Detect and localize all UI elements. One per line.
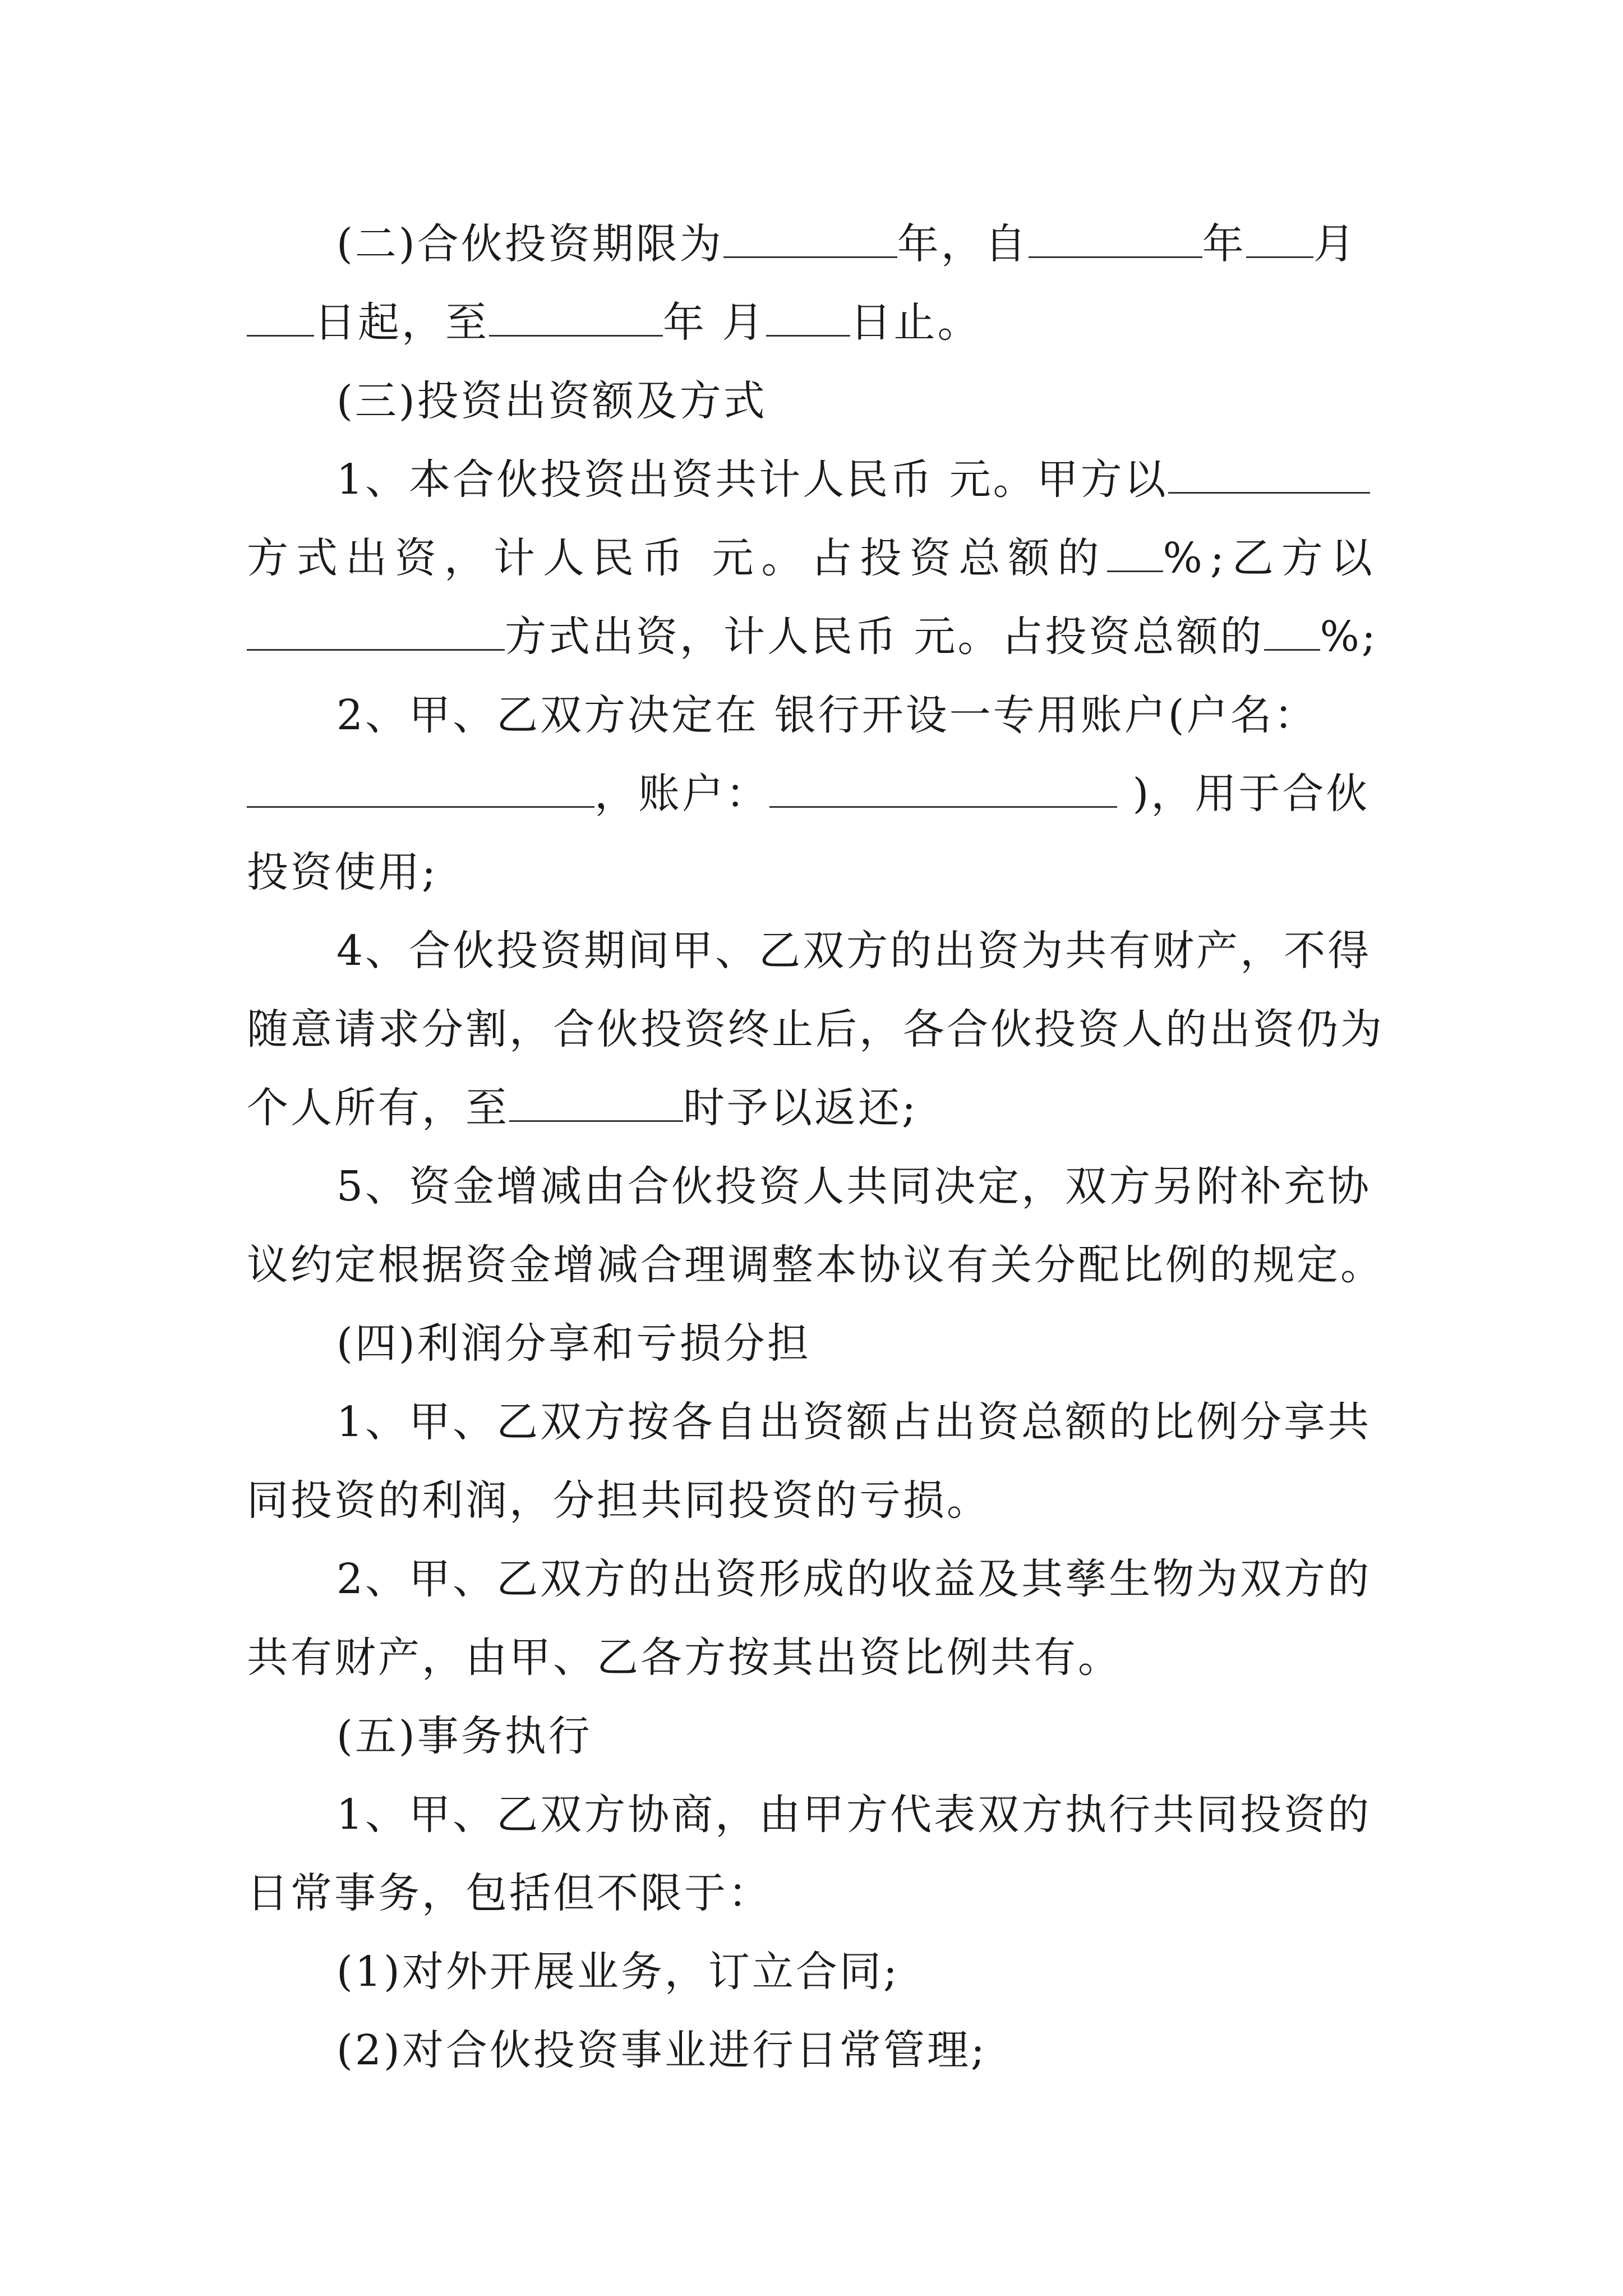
clause-text: 1、甲、乙双方协商，由甲方代表双方执行共同投资的 [336, 1791, 1372, 1839]
blank-party-b-percent [1264, 610, 1320, 651]
clause-2-line-1 [336, 687, 1402, 743]
term-text: (二)合伙投资期限为 [336, 220, 723, 268]
term-line-2 [247, 295, 1402, 351]
clause-text: 随意请求分割，合伙投资终止后，各合伙投资人的出资仍为 [247, 1005, 1384, 1053]
profit-clause-1-line-1 [336, 1394, 1402, 1450]
blank-end-day [766, 296, 850, 337]
list-item-2 [336, 2022, 1402, 2078]
term-text: 日起，至 [314, 298, 489, 347]
list-item-text: (2)对合伙投资事业进行日常管理; [336, 2026, 987, 2074]
clause-1-line-2 [247, 530, 1402, 586]
clause-text: 个人所有，至 [247, 1084, 509, 1132]
clause-2-line-2 [247, 766, 1402, 822]
blank-account-name [247, 767, 594, 808]
affairs-clause-1-line-1 [336, 1787, 1402, 1843]
clause-text: 2、甲、乙双方决定在 银行开设一专用账户(户名： [336, 691, 1318, 739]
profit-clause-1-line-2 [247, 1473, 1402, 1529]
clause-text: 5、资金增减由合伙投资人共同决定，双方另附补充协 [336, 1162, 1372, 1211]
clause-5-line-2 [247, 1237, 1402, 1293]
clause-text: 同投资的利润，分担共同投资的亏损。 [247, 1476, 990, 1525]
profit-clause-2-line-2 [247, 1630, 1402, 1686]
term-text: 年，自 [897, 220, 1029, 268]
term-text: 日止。 [850, 298, 981, 347]
affairs-clause-1-line-2 [247, 1865, 1402, 1921]
blank-party-a-method [1168, 453, 1370, 494]
clause-4-line-1 [336, 923, 1402, 979]
section-3-heading [336, 373, 1402, 429]
blank-start-day [247, 296, 314, 337]
term-text: 月 [1313, 220, 1357, 268]
section-heading-text: (五)事务执行 [336, 1712, 592, 1760]
clause-text: 方式出资，计人民币 元。占投资总额的 [247, 534, 1107, 582]
clause-text: 时予以返还; [683, 1084, 918, 1132]
term-line-1 [336, 216, 1402, 272]
list-item-1 [336, 1944, 1402, 2000]
blank-end-year [489, 296, 663, 337]
clause-text: ，账户： [594, 770, 769, 818]
list-item-text: (1)对外开展业务，订立合同; [336, 1948, 900, 1996]
clause-text: 方式出资，计人民币 元。占投资总额的 [505, 613, 1264, 661]
blank-party-b-method [247, 610, 505, 651]
clause-text: %; [1320, 613, 1378, 661]
clause-2-line-3 [247, 844, 1402, 900]
clause-text: 1、本合伙投资出资共计人民币 元。甲方以 [336, 455, 1168, 504]
clause-text: 日常事务，包括但不限于： [247, 1869, 772, 1917]
clause-text: 议约定根据资金增减合理调整本协议有关分配比例的规定。 [247, 1241, 1384, 1289]
clause-text: )，用于合伙 [1117, 770, 1370, 818]
term-text: 年 月 [663, 298, 766, 347]
clause-1-line-3 [247, 609, 1402, 665]
blank-party-a-percent [1107, 531, 1163, 572]
clause-5-line-1 [336, 1158, 1402, 1214]
clause-1-line-1 [336, 452, 1402, 508]
blank-term-years [723, 217, 897, 258]
section-5-heading [336, 1708, 1402, 1764]
clause-4-line-2 [247, 1001, 1402, 1057]
section-heading-text: (四)利润分享和亏损分担 [336, 1319, 811, 1368]
section-4-heading [336, 1315, 1402, 1372]
term-text: 年 [1202, 220, 1246, 268]
blank-return-time [509, 1081, 683, 1122]
clause-text: 共有财产，由甲、乙各方按其出资比例共有。 [247, 1634, 1122, 1682]
clause-text: 投资使用; [247, 848, 438, 896]
blank-start-year [1029, 217, 1202, 258]
clause-4-line-3 [247, 1080, 1402, 1136]
blank-account-number [769, 767, 1117, 808]
section-heading-text: (三)投资出资额及方式 [336, 377, 767, 425]
blank-start-month [1246, 217, 1313, 258]
clause-text: %;乙方以 [1163, 534, 1380, 582]
clause-text: 4、合伙投资期间甲、乙双方的出资为共有财产，不得 [336, 927, 1372, 975]
clause-text: 2、甲、乙双方的出资形成的收益及其孳生物为双方的 [336, 1555, 1372, 1603]
profit-clause-2-line-1 [336, 1551, 1402, 1607]
clause-text: 1、甲、乙双方按各自出资额占出资总额的比例分享共 [336, 1398, 1372, 1446]
